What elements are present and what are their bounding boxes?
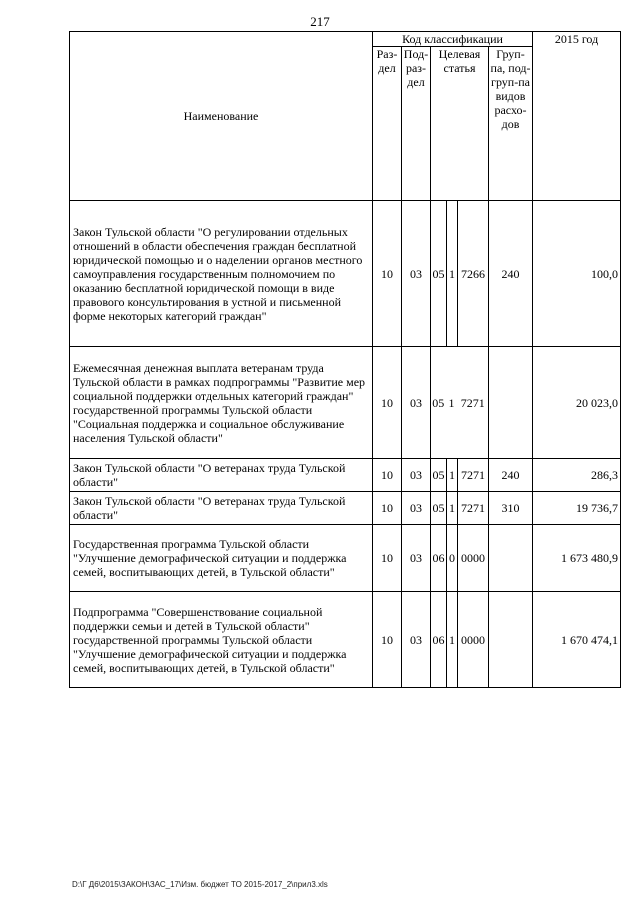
table-row (70, 459, 621, 492)
row-podrazdel: 03 (402, 525, 431, 592)
row-target-subprogram: 1 (447, 459, 458, 492)
row-razdel: 10 (373, 459, 402, 492)
row-amount: 1 673 480,9 (533, 525, 621, 592)
row-target-program: 06 (431, 592, 447, 688)
row-target-direction: 7266 (458, 201, 489, 347)
row-razdel: 10 (373, 347, 402, 459)
row-amount: 100,0 (533, 201, 621, 347)
row-name: Государственная программа Тульской области "Улучшение демографической ситуации и поддержка семей, воспитывающих детей, в Тульской области" (70, 525, 373, 592)
row-target-program: 05 (431, 492, 447, 525)
row-target-subprogram: 1 (447, 592, 458, 688)
row-target-direction: 0000 (458, 592, 489, 688)
row-razdel: 10 (373, 492, 402, 525)
row-podrazdel: 03 (402, 492, 431, 525)
table-row (70, 492, 621, 525)
row-target-subprogram: 0 (447, 525, 458, 592)
row-amount: 19 736,7 (533, 492, 621, 525)
row-expense-group: 310 (489, 492, 533, 525)
row-target-program: 05 (431, 201, 447, 347)
header-code-group: Код классификации (373, 32, 533, 47)
row-amount: 1 670 474,1 (533, 592, 621, 688)
row-expense-group (489, 347, 533, 459)
header-section: Раз-дел (373, 47, 402, 201)
row-target-direction: 7271 (458, 459, 489, 492)
header-expense-group: Груп-па, под-груп-па видов расхо-дов (489, 47, 533, 201)
header-subsection: Под-раз-дел (402, 47, 431, 201)
row-name: Закон Тульской области "О ветеранах труда Тульской области" (70, 492, 373, 525)
row-target-subprogram: 1 (447, 201, 458, 347)
row-target-subprogram: 1 (447, 492, 458, 525)
row-razdel: 10 (373, 525, 402, 592)
footer-file-path: D:\Г Д6\2015\ЗАКОН\ЗАС_17\Изм. бюджет ТО 2015-2017_2\прил3.xls (72, 880, 328, 889)
budget-table (69, 31, 621, 688)
table-row (70, 592, 621, 688)
row-target-direction: 7271 (458, 492, 489, 525)
page-number: 217 (310, 14, 330, 29)
row-expense-group: 240 (489, 201, 533, 347)
row-podrazdel: 03 (402, 347, 431, 459)
header-year: 2015 год (533, 32, 621, 201)
row-target-subprogram: 1 (447, 347, 458, 459)
row-podrazdel: 03 (402, 201, 431, 347)
header-target: Целевая статья (431, 47, 489, 201)
row-target-program: 05 (431, 459, 447, 492)
row-target-program: 06 (431, 525, 447, 592)
row-name: Ежемесячная денежная выплата ветеранам труда Тульской области в рамках подпрограммы "Развитие мер социальной поддержки отдельных категорий граждан" государственной программы Тульской области "Социальная поддержка и социальное обслуживание населения Тульской области" (70, 347, 373, 459)
row-expense-group (489, 525, 533, 592)
row-target-direction: 7271 (458, 347, 489, 459)
row-name: Закон Тульской области "О ветеранах труда Тульской области" (70, 459, 373, 492)
row-amount: 20 023,0 (533, 347, 621, 459)
row-name: Закон Тульской области "О регулировании отдельных отношений в области обеспечения граждан бесплатной юридической помощью и о наделении органов местного самоуправления государственным полномочием по оказанию бесплатной юридической помощи в виде правового консультирования в устной и письменной форме некоторых категорий граждан" (70, 201, 373, 347)
row-target-program: 05 (431, 347, 447, 459)
row-expense-group (489, 592, 533, 688)
row-expense-group: 240 (489, 459, 533, 492)
row-razdel: 10 (373, 201, 402, 347)
row-podrazdel: 03 (402, 592, 431, 688)
row-podrazdel: 03 (402, 459, 431, 492)
table-row (70, 201, 621, 347)
table-row (70, 525, 621, 592)
header-name: Наименование (70, 32, 373, 201)
row-amount: 286,3 (533, 459, 621, 492)
row-razdel: 10 (373, 592, 402, 688)
table-row (70, 347, 621, 459)
row-name: Подпрограмма "Совершенствование социальной поддержки семьи и детей в Тульской области" государственной программы Тульской области "Улучшение демографической ситуации и поддержка семей, воспитывающих детей, в Тульской области" (70, 592, 373, 688)
row-target-direction: 0000 (458, 525, 489, 592)
